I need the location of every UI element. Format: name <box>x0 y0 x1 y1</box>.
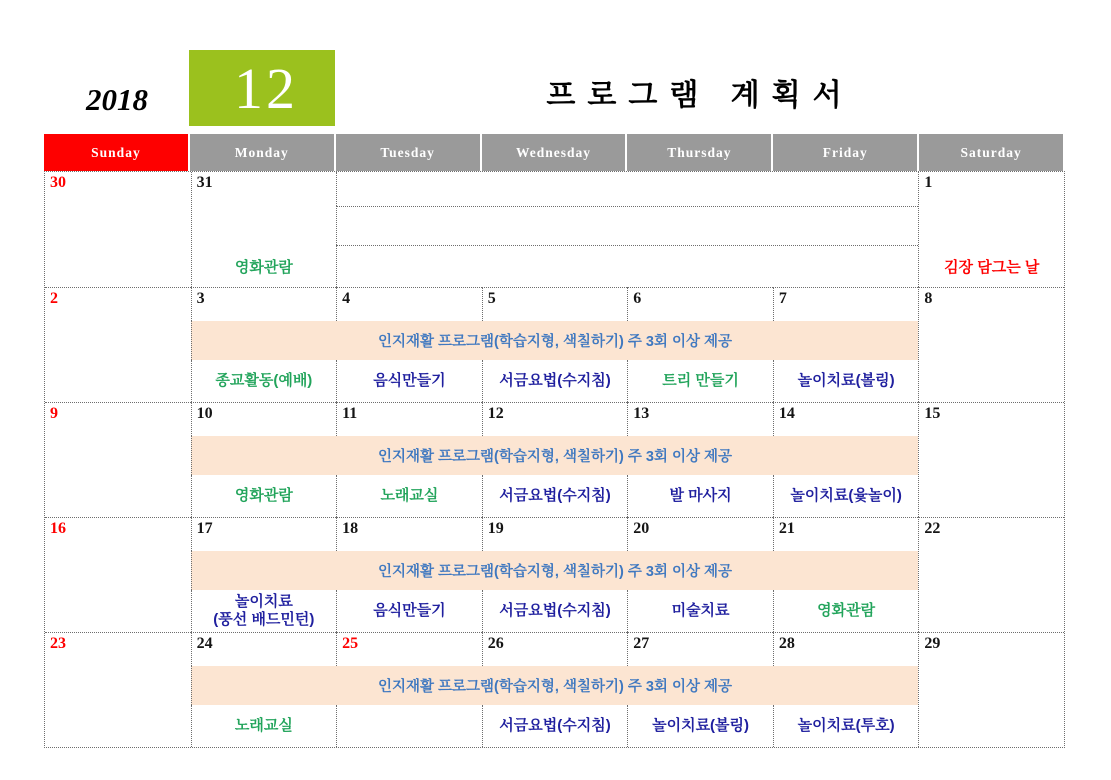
event-cell <box>482 360 628 402</box>
date-number: 12 <box>487 405 504 422</box>
event-label: 음식만들기 <box>373 602 446 620</box>
month-number: 12 <box>234 55 298 121</box>
day-cell-dec6 <box>627 287 773 321</box>
day-cell-dec17 <box>191 517 337 551</box>
date-number: 20 <box>633 520 650 537</box>
merged-empty-row-middle <box>336 206 918 245</box>
weekly-program-banner: 인지재활 프로그램(학습지형, 색칠하기) 주 3회 이상 제공 <box>191 551 919 590</box>
day-cell-dec26 <box>482 632 628 666</box>
day-cell-dec8 <box>918 287 1064 402</box>
dow-tuesday: Tuesday <box>336 134 480 171</box>
date-number: 8 <box>924 290 933 307</box>
day-of-week-header <box>44 134 1063 171</box>
date-number: 6 <box>633 290 642 307</box>
event-line-2: (풍선 배드민턴) <box>213 611 315 628</box>
date-number: 2 <box>50 290 58 307</box>
date-number: 4 <box>342 290 351 307</box>
day-cell-dec4 <box>336 287 482 321</box>
dow-friday: Friday <box>773 134 917 171</box>
date-number: 24 <box>196 635 213 652</box>
event-cell <box>482 705 628 747</box>
date-number: 10 <box>196 405 213 422</box>
event-cell <box>773 705 919 747</box>
event-cell <box>773 360 919 402</box>
weekly-program-banner: 인지재활 프로그램(학습지형, 색칠하기) 주 3회 이상 제공 <box>191 436 919 475</box>
day-cell-dec11 <box>336 402 482 436</box>
date-number: 31 <box>196 174 213 191</box>
date-number: 7 <box>778 290 787 307</box>
event-label: 종교활동(예배) <box>215 372 313 390</box>
day-cell-dec2 <box>45 287 191 402</box>
event-label: 영화관람 <box>234 487 293 505</box>
date-number: 9 <box>50 405 58 422</box>
day-cell-dec1 <box>918 172 1064 287</box>
day-cell-dec18 <box>336 517 482 551</box>
date-number: 16 <box>50 520 66 537</box>
date-number: 23 <box>50 635 66 652</box>
event-cell <box>773 590 919 632</box>
event-cell-empty <box>336 705 482 747</box>
event-cell <box>336 475 482 517</box>
weekly-program-banner: 인지재활 프로그램(학습지형, 색칠하기) 주 3회 이상 제공 <box>191 666 919 705</box>
year-label: 2018 <box>86 82 148 117</box>
day-cell-dec29 <box>918 632 1064 747</box>
event-label: 김장 담그는 날 <box>944 259 1040 277</box>
dow-monday: Monday <box>190 134 334 171</box>
event-label: 음식만들기 <box>373 372 446 390</box>
date-number: 1 <box>924 174 933 191</box>
day-cell-dec27 <box>627 632 773 666</box>
event-cell <box>482 475 628 517</box>
day-cell-dec15 <box>918 402 1064 517</box>
date-number: 29 <box>924 635 941 652</box>
merged-empty-row-top <box>336 172 918 206</box>
event-cell <box>191 590 337 632</box>
event-label <box>192 590 337 632</box>
event-cell <box>627 705 773 747</box>
month-box <box>189 50 335 126</box>
event-cell <box>482 590 628 632</box>
event-line-1: 놀이치료 <box>234 593 293 611</box>
dow-saturday: Saturday <box>919 134 1063 171</box>
date-number: 27 <box>633 635 650 652</box>
date-number: 30 <box>50 174 66 191</box>
day-cell-dec9 <box>45 402 191 517</box>
event-label: 서금요법(수지침) <box>499 487 611 505</box>
day-cell-dec25 <box>336 632 482 666</box>
event-cell <box>627 360 773 402</box>
calendar-grid <box>44 171 1065 748</box>
event-label: 노래교실 <box>380 487 439 505</box>
date-number: 14 <box>778 405 795 422</box>
event-cell <box>773 475 919 517</box>
day-cell-dec12 <box>482 402 628 436</box>
day-cell-dec31 <box>191 172 337 287</box>
event-label: 놀이치료(투호) <box>797 717 895 735</box>
day-cell-dec28 <box>773 632 919 666</box>
day-cell-dec21 <box>773 517 919 551</box>
merged-empty-row-bottom <box>336 245 918 287</box>
event-label: 영화관람 <box>234 259 293 277</box>
date-number: 13 <box>633 405 650 422</box>
event-label: 노래교실 <box>234 717 293 735</box>
event-label: 놀이치료(볼링) <box>797 372 895 390</box>
date-number: 21 <box>778 520 795 537</box>
event-label: 발 마사지 <box>669 487 732 505</box>
event-label: 놀이치료(볼링) <box>652 717 750 735</box>
event-cell <box>627 590 773 632</box>
event-label: 서금요법(수지침) <box>499 372 611 390</box>
day-cell-dec16 <box>45 517 191 632</box>
day-cell-dec19 <box>482 517 628 551</box>
dow-wednesday: Wednesday <box>482 134 626 171</box>
day-cell-dec24 <box>191 632 337 666</box>
day-cell-dec7 <box>773 287 919 321</box>
date-number: 15 <box>924 405 941 422</box>
date-number: 18 <box>342 520 359 537</box>
day-cell-dec13 <box>627 402 773 436</box>
event-label: 미술치료 <box>671 602 730 620</box>
day-cell-dec22 <box>918 517 1064 632</box>
page-title: 프로그램 계획서 <box>546 79 854 112</box>
day-cell-dec23 <box>45 632 191 747</box>
date-number: 11 <box>342 405 358 422</box>
event-cell <box>336 590 482 632</box>
date-number: 22 <box>924 520 941 537</box>
date-number: 3 <box>196 290 205 307</box>
day-cell-dec3 <box>191 287 337 321</box>
dow-sunday: Sunday <box>44 134 188 171</box>
day-cell-dec5 <box>482 287 628 321</box>
event-label: 영화관람 <box>817 602 876 620</box>
date-number: 17 <box>196 520 213 537</box>
event-label: 놀이치료(윷놀이) <box>790 487 902 505</box>
event-cell <box>191 475 337 517</box>
dow-thursday: Thursday <box>627 134 771 171</box>
date-number: 28 <box>778 635 795 652</box>
event-label: 서금요법(수지침) <box>499 602 611 620</box>
day-cell-dec10 <box>191 402 337 436</box>
date-number: 5 <box>487 290 496 307</box>
event-label: 트리 만들기 <box>662 372 739 390</box>
day-cell-dec14 <box>773 402 919 436</box>
day-cell-dec20 <box>627 517 773 551</box>
date-number: 25 <box>342 635 359 652</box>
event-cell <box>191 705 337 747</box>
day-cell-nov30 <box>45 172 191 287</box>
event-cell <box>191 360 337 402</box>
event-label: 서금요법(수지침) <box>499 717 611 735</box>
event-cell <box>336 360 482 402</box>
weekly-program-banner: 인지재활 프로그램(학습지형, 색칠하기) 주 3회 이상 제공 <box>191 321 919 360</box>
event-cell <box>627 475 773 517</box>
date-number: 26 <box>487 635 504 652</box>
date-number: 19 <box>487 520 504 537</box>
